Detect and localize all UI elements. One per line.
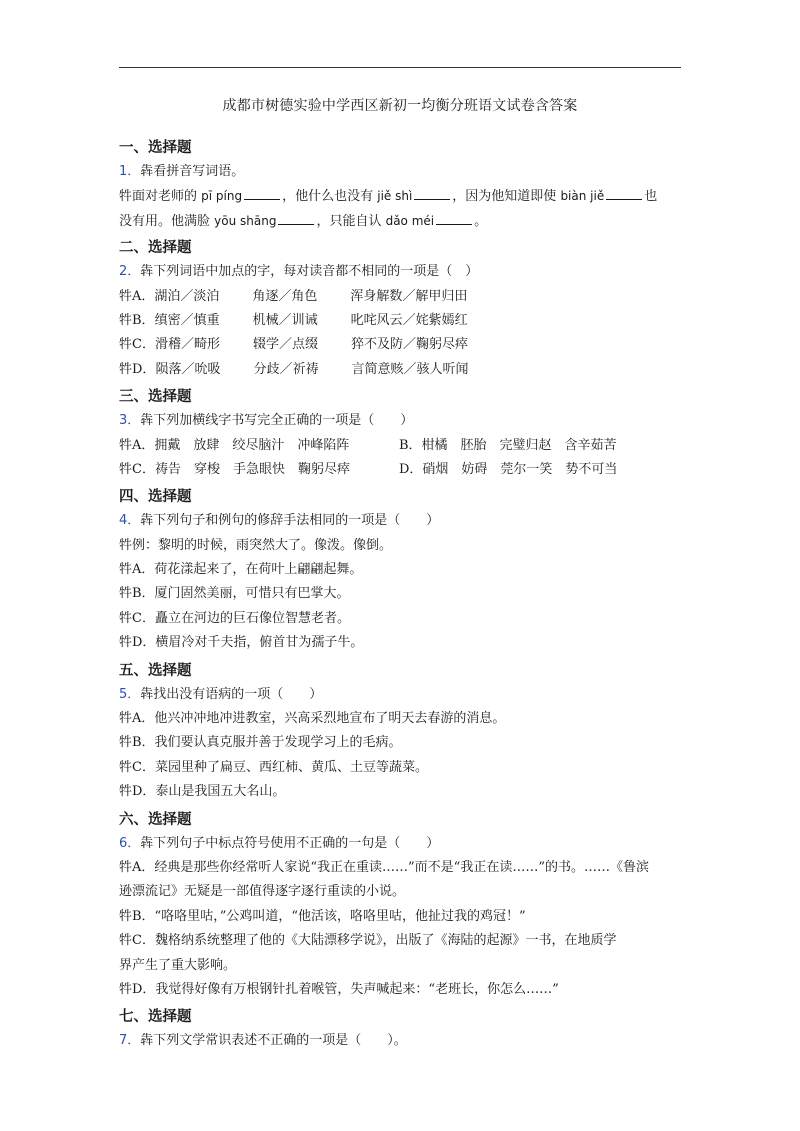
option-a[interactable]: 牪A．荷花漾起来了，在荷叶上翩翩起舞。 [119,562,363,578]
option-a[interactable]: 牪A．他兴冲冲地冲进教室，兴高采烈地宣布了明天去春游的消息。 [119,711,506,727]
option-word: 湖泊／淡泊 [154,288,220,304]
options-row-ab [119,434,681,458]
question-stem: 犇下列词语中加点的字，每对读音都不相同的一项是（ ） [140,264,479,280]
option-label: 牪A． [119,288,155,304]
option-c[interactable] [119,333,681,357]
question-stem: 犇找出没有语病的一项（ ） [140,686,323,702]
section-heading: 二、选择题 [119,240,192,257]
question-number: 7． [119,1033,141,1049]
option-word: 机械／训诫 [252,312,318,328]
section-heading: 六、选择题 [119,811,192,828]
options-row-cd [119,458,681,482]
text-segment: 没有用。他满脸 [119,213,215,229]
option-word: 角逐／角色 [252,288,318,304]
option-c-cont: 界产生了重大影响。 [119,957,237,973]
answer-blank[interactable] [436,211,472,225]
option-c[interactable]: 牪C．祷告 穿梭 手急眼快 鞠躬尽瘁 [119,461,350,477]
option-d[interactable] [119,358,681,382]
question-stem: 犇下列句子和例句的修辞手法相同的一项是（ ） [140,513,440,529]
question-number: 2． [119,264,141,280]
option-word: 叱咤风云／姹紫嫣红 [350,312,468,328]
option-c[interactable]: 牪C．矗立在河边的巨石像位智慧老者。 [119,610,350,626]
pinyin: jiě shì [377,189,413,204]
question-stem: 犇下列句子中标点符号使用不正确的一句是（ ） [140,835,440,851]
text-segment: 牪面对老师的 [119,189,202,205]
page-title: 成都市树德实验中学西区新初一均衡分班语文试卷含答案 [222,98,578,114]
text-segment: ，因为他知道即使 [452,189,561,205]
option-b[interactable]: 牪B．我们要认真克服并善于发现学习上的毛病。 [119,735,402,751]
document-body [119,136,681,1054]
option-word: 缜密／慎重 [154,312,220,328]
section-heading: 五、选择题 [119,662,192,679]
question-1-line-2 [119,209,681,233]
option-label: 牪B． [119,312,155,328]
option-label: 牪C． [119,337,155,353]
option-c[interactable]: 牪C．魏格纳系统整理了他的《大陆漂移学说》，出版了《海陆的起源》一书，在地质学 [119,933,617,949]
question-2 [119,260,681,284]
section-heading: 四、选择题 [119,489,192,506]
example-sentence: 牪例：黎明的时候，雨突然大了。像泼。像倒。 [119,537,393,553]
pinyin: pī píng [201,189,243,204]
option-d[interactable]: 牪D．横眉冷对千夫指，俯首甘为孺子牛。 [119,635,364,651]
option-d[interactable]: 牪D．泰山是我国五大名山。 [119,784,286,800]
option-word: 陨落／吮吸 [155,361,221,377]
text-segment: 。 [474,213,488,229]
section-heading: 七、选择题 [119,1009,192,1026]
question-stem: 犇看拼音写词语。 [140,164,245,179]
question-stem: 犇下列文学常识表述不正确的一项是（ ）。 [140,1033,407,1049]
text-segment: ，他什么也没有 [282,189,378,205]
option-word: 分歧／祈祷 [253,361,319,377]
option-word: 猝不及防／鞠躬尽瘁 [350,337,468,353]
answer-blank[interactable] [414,186,450,200]
option-label: 牪D． [119,361,156,377]
question-3 [119,409,681,433]
option-word: 滑稽／畸形 [154,337,220,353]
question-4 [119,509,681,533]
question-number: 6． [119,835,141,851]
option-d[interactable]: D．硝烟 妨碍 莞尔一笑 势不可当 [399,461,618,477]
question-7 [119,1029,681,1053]
pinyin: yōu shāng [214,213,277,228]
option-word: 浑身解数／解甲归田 [350,288,468,304]
option-b[interactable] [119,309,681,333]
section-heading: 一、选择题 [119,140,192,156]
question-6 [119,832,681,856]
header-rule [119,67,681,68]
option-b[interactable]: B．柑橘 胚胎 完璧归赵 含辛茹苦 [399,437,617,453]
text-segment: ，只能自认 [316,213,386,229]
question-5 [119,683,681,707]
option-d[interactable]: 牪D．我觉得好像有万根钢针扎着喉管，失声喊起来：“老班长，你怎么……” [119,981,559,997]
option-c[interactable]: 牪C．菜园里种了扁豆、西红柿、黄瓜、土豆等蔬菜。 [119,759,428,775]
option-b[interactable]: 牪B．“咯咯里咕，”公鸡叫道，“他活该，咯咯里咕，他扯过我的鸡冠！” [119,908,526,924]
option-b[interactable]: 牪B．厦门固然美丽，可惜只有巴掌大。 [119,586,350,602]
answer-blank[interactable] [278,211,314,225]
option-a[interactable] [119,285,681,309]
option-word: 言简意赅／骇人听闻 [351,361,469,377]
question-1 [119,160,681,184]
option-a-cont: 逊漂流记》无疑是一部值得逐字逐行重读的小说。 [119,884,406,900]
question-number: 5． [119,686,141,702]
answer-blank[interactable] [606,186,642,200]
question-1-line-1 [119,184,681,208]
question-number: 4． [119,513,141,529]
question-number: 3． [119,413,141,429]
section-heading: 三、选择题 [119,389,192,406]
question-stem: 犇下列加横线字书写完全正确的一项是（ ） [140,413,414,429]
pinyin: dǎo méi [385,213,435,228]
text-segment: 也 [644,189,658,205]
option-a[interactable]: 牪A．经典是那些你经常听人家说“我正在重读……”而不是“我正在读……”的书。……《鲁滨 [119,859,649,875]
answer-blank[interactable] [244,186,280,200]
pinyin: biàn jiě [560,189,605,204]
option-word: 辍学／点缀 [252,337,318,353]
question-number: 1． [119,164,141,179]
option-a[interactable]: 牪A．拥戴 放肆 绞尽脑汁 冲峰陷阵 [119,437,350,453]
